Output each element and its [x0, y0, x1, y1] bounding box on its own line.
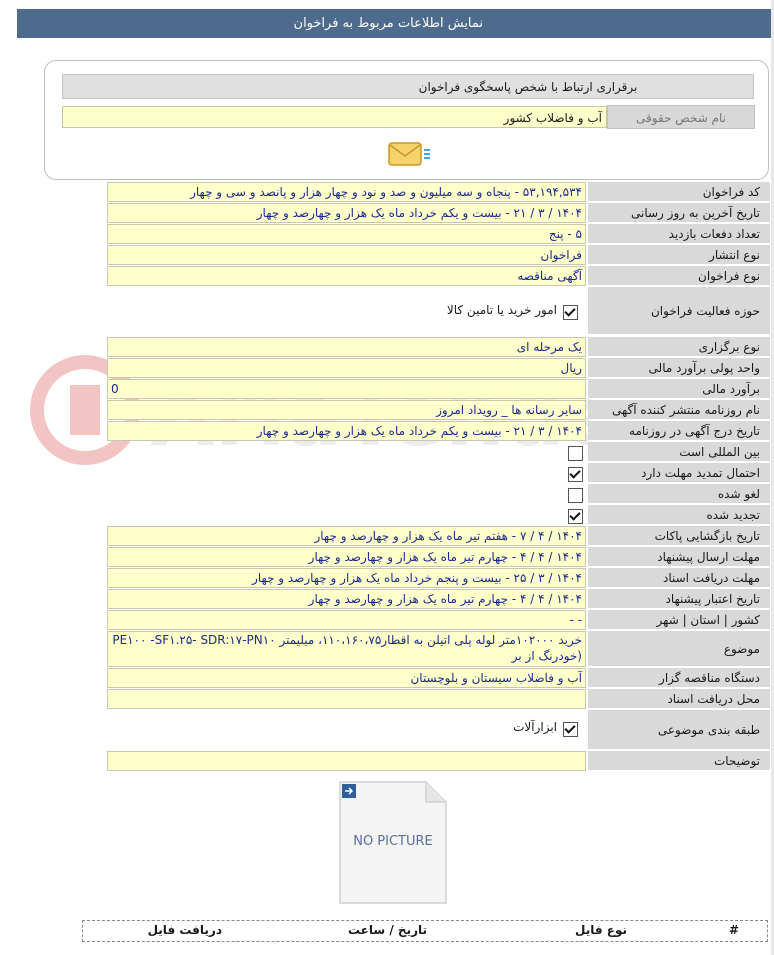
row-value: آب و فاضلاب سیستان و بلوچستان	[107, 668, 586, 688]
row-ad-date	[107, 421, 770, 441]
row-visit-count	[107, 224, 770, 244]
row-docs-place	[107, 689, 770, 709]
row-organization	[107, 668, 770, 688]
row-value: فراخوان	[107, 245, 586, 265]
category-checkbox[interactable]	[563, 722, 578, 737]
legal-entity-value: آب و فاضلاب کشور	[62, 106, 607, 128]
row-estimate	[107, 379, 770, 399]
row-value: ۵ - پنج	[107, 224, 586, 244]
row-label: لغو شده	[588, 484, 770, 504]
row-label: نوع برگزاری	[588, 337, 770, 357]
row-holding-type	[107, 337, 770, 357]
row-label: تاریخ درج آگهی در روزنامه	[588, 421, 770, 441]
row-label: تعداد دفعات بازدید	[588, 224, 770, 244]
row-value	[107, 710, 586, 750]
page-header	[17, 9, 773, 38]
contact-panel	[44, 60, 769, 180]
row-label: تاریخ اعتبار پیشنهاد	[588, 589, 770, 609]
row-label: نوع فراخوان	[588, 266, 770, 286]
scope-checkbox-label: امور خرید یا تامین کالا	[446, 303, 557, 317]
files-table-header	[82, 920, 768, 942]
row-value: ۱۴۰۴ / ۴ / ۴ - چهارم تیر ماه یک هزار و چهارصد و چهار	[107, 589, 586, 609]
col-date-time: تاریخ / ساعت	[347, 923, 427, 937]
row-label: طبقه بندی موضوعی	[588, 710, 770, 750]
row-activity-scope	[107, 287, 770, 335]
row-value: خرید ۱۰۲۰۰۰متر لوله پلی اتیلن به اقطار۱۱۰،۱۶۰،۷۵، میلیمتر PE۱۰۰ -SF۱.۲۵- SDR:۱۷-PN۱۰ (خودرنگ از بر	[107, 631, 586, 667]
row-value: ۵۳,۱۹۴,۵۳۴ - پنجاه و سه میلیون و صد و نود و چهار هزار و پانصد و سی و چهار	[107, 182, 586, 202]
row-value	[107, 484, 586, 504]
envelope-icon[interactable]	[385, 137, 433, 171]
row-location	[107, 610, 770, 630]
row-extension	[107, 463, 770, 483]
row-last-update	[107, 203, 770, 223]
row-label: تاریخ آخرین به روز رسانی	[588, 203, 770, 223]
row-value: 0	[107, 379, 586, 399]
row-label: نوع انتشار	[588, 245, 770, 265]
extension-checkbox[interactable]	[568, 467, 583, 482]
row-label: دستگاه مناقصه گزار	[588, 668, 770, 688]
row-label: بین المللی است	[588, 442, 770, 462]
row-value	[107, 442, 586, 462]
col-download: دریافت فایل	[147, 923, 222, 937]
row-value	[107, 689, 586, 709]
row-value: ریال	[107, 358, 586, 378]
cancelled-checkbox[interactable]	[568, 488, 583, 503]
row-renewed	[107, 505, 770, 525]
row-label: احتمال تمدید مهلت دارد	[588, 463, 770, 483]
row-tender-code	[107, 182, 770, 202]
row-label: مهلت ارسال پیشنهاد	[588, 547, 770, 567]
row-value	[107, 463, 586, 483]
row-label: تجدید شده	[588, 505, 770, 525]
contact-button[interactable]: برقراری ارتباط با شخص پاسخگوی فراخوان	[62, 74, 754, 99]
row-value: ۱۴۰۴ / ۳ / ۲۱ - بیست و یکم خرداد ماه یک هزار و چهارصد و چهار	[107, 203, 586, 223]
no-picture-image	[338, 780, 448, 905]
row-label: تاریخ بازگشایی پاکات	[588, 526, 770, 546]
row-value: ۱۴۰۴ / ۳ / ۲۱ - بیست و یکم خرداد ماه یک هزار و چهارصد و چهار	[107, 421, 586, 441]
row-cancelled	[107, 484, 770, 504]
col-file-type: نوع فایل	[575, 923, 627, 937]
row-validity-date	[107, 589, 770, 609]
row-opening-date	[107, 526, 770, 546]
page-title: نمایش اطلاعات مربوط به فراخوان	[293, 16, 483, 31]
row-value: ۱۴۰۴ / ۴ / ۷ - هفتم تیر ماه یک هزار و چهارصد و چهار	[107, 526, 586, 546]
legal-entity-label: نام شخص حقوقی	[607, 105, 755, 129]
row-currency	[107, 358, 770, 378]
row-tender-type	[107, 266, 770, 286]
row-label: برآورد مالی	[588, 379, 770, 399]
no-picture-caption: NO PICTURE	[353, 834, 433, 849]
row-category	[107, 710, 770, 750]
row-value: آگهی مناقصه	[107, 266, 586, 286]
row-description	[107, 751, 770, 771]
col-number: #	[728, 923, 739, 937]
row-subject	[107, 631, 770, 667]
row-label: توضیحات	[588, 751, 770, 771]
row-label: حوزه فعالیت فراخوان	[588, 287, 770, 335]
row-value: ۱۴۰۴ / ۴ / ۴ - چهارم تیر ماه یک هزار و چهارصد و چهار	[107, 547, 586, 567]
category-checkbox-label: ابزارآلات	[513, 720, 557, 734]
row-newspaper	[107, 400, 770, 420]
international-checkbox[interactable]	[568, 446, 583, 461]
row-value: - -	[107, 610, 586, 630]
row-value	[107, 751, 586, 771]
row-value	[107, 287, 586, 335]
row-label: مهلت دریافت اسناد	[588, 568, 770, 588]
scope-checkbox[interactable]	[563, 305, 578, 320]
row-value	[107, 505, 586, 525]
row-label: نام روزنامه منتشر کننده آگهی	[588, 400, 770, 420]
row-docs-deadline	[107, 568, 770, 588]
row-value: ۱۴۰۴ / ۳ / ۲۵ - بیست و پنجم خرداد ماه یک هزار و چهارصد و چهار	[107, 568, 586, 588]
renewed-checkbox[interactable]	[568, 509, 583, 524]
row-label: موضوع	[588, 631, 770, 667]
row-label: واحد پولی برآورد مالی	[588, 358, 770, 378]
row-international	[107, 442, 770, 462]
row-value: یک مرحله ای	[107, 337, 586, 357]
row-submit-deadline	[107, 547, 770, 567]
row-label: کشور | استان | شهر	[588, 610, 770, 630]
row-label: محل دریافت اسناد	[588, 689, 770, 709]
row-publish-type	[107, 245, 770, 265]
row-value: سایر رسانه ها _ رویداد امروز	[107, 400, 586, 420]
row-label: کد فراخوان	[588, 182, 770, 202]
